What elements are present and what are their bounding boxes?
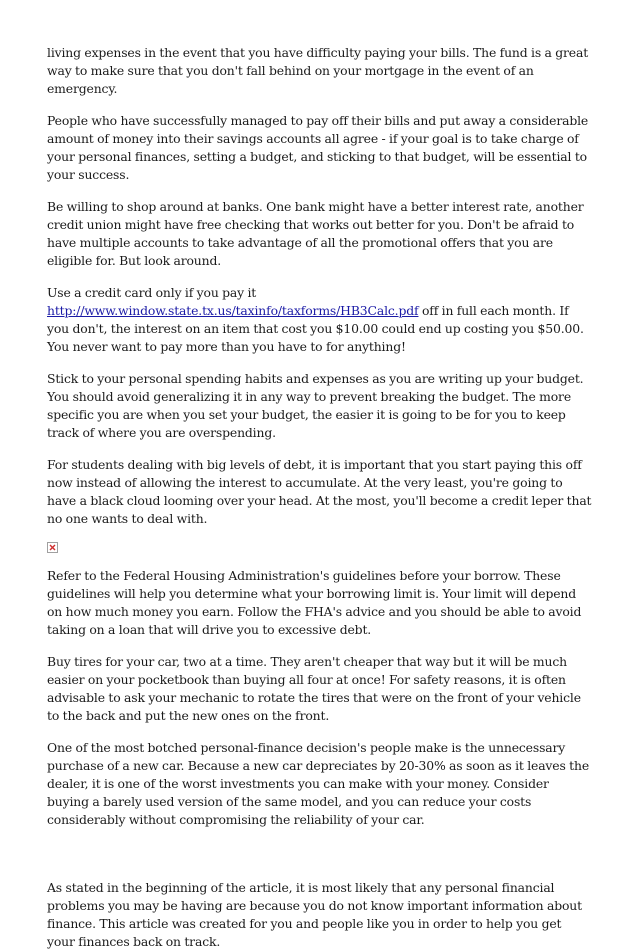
tax-form-link[interactable]: http://www.window.state.tx.us/taxinfo/taxforms/HB3Calc.pdf — [47, 303, 419, 318]
paragraph-savings: People who have successfully managed to pay off their bills and put away a considerable amount of money into their savings accounts all agree - if your goal is to take charge of your personal finances, setting a budget, and sticking to that budget, will be essential to your success. — [47, 113, 589, 182]
paragraph-new-car: One of the most botched personal-finance decision's people make is the unnecessary purchase of a new car. Because a new car depreciates by 20-30% as soon as it leaves the dealer, it is one of the worst investments you can make with your money. Consider buying a barely used version of the same model, and you can reduce your costs considerably without compromising the reliability of your car. — [47, 740, 590, 827]
credit-card-text-before: Use a credit card only if you pay it — [47, 285, 257, 300]
paragraph-fha: Refer to the Federal Housing Administration's guidelines before your borrow. These guidelines will help you determine what your borrowing limit is. Your limit will depend on how much money you earn. Follow the FHA's advice and you should be able to avoid taking on a loan that will drive you to excessive debt. — [47, 568, 582, 637]
credit-card-text-after: off in full each month. If you don't, the interest on an item that cost you $10.00 could end up costing you $50.00. You never want to pay more than you have to for anything! — [47, 303, 584, 354]
paragraph-spending-habits: Stick to your personal spending habits and expenses as you are writing up your budget. You should avoid generalizing it in any way to prevent breaking the budget. The more specific you are when you set your budget, the easier it is going to be for you to keep track of where you are overspending. — [47, 371, 584, 440]
broken-image-icon — [47, 542, 58, 553]
paragraph-tires: Buy tires for your car, two at a time. They aren't cheaper that way but it will be much easier on your pocketbook than buying all four at once! For safety reasons, it is often advisable to ask your mechanic to rotate the tires that were on the front of your vehicle to the back and put the new ones on the front. — [47, 654, 581, 723]
paragraph-credit-card — [47, 284, 592, 356]
paragraph-student-debt: For students dealing with big levels of debt, it is important that you start paying this off now instead of allowing the interest to accumulate. At the very least, you're going to have a black cloud looming over your head. At the most, you'll become a credit leper that no one wants to deal with. — [47, 457, 592, 526]
paragraph-conclusion: As stated in the beginning of the article, it is most likely that any personal financial problems you may be having are because you do not know important information about finance. This article was created for you and people like you in order to help you get your finances back on track. — [47, 880, 582, 949]
paragraph-emergency-fund: living expenses in the event that you have difficulty paying your bills. The fund is a great way to make sure that you don't fall behind on your mortgage in the event of an emergency. — [47, 45, 589, 96]
paragraph-banks: Be willing to shop around at banks. One bank might have a better interest rate, another credit union might have free checking that works out better for you. Don't be afraid to have multiple accounts to take advantage of all the promotional offers that you are eligible for. But look around. — [47, 199, 584, 268]
